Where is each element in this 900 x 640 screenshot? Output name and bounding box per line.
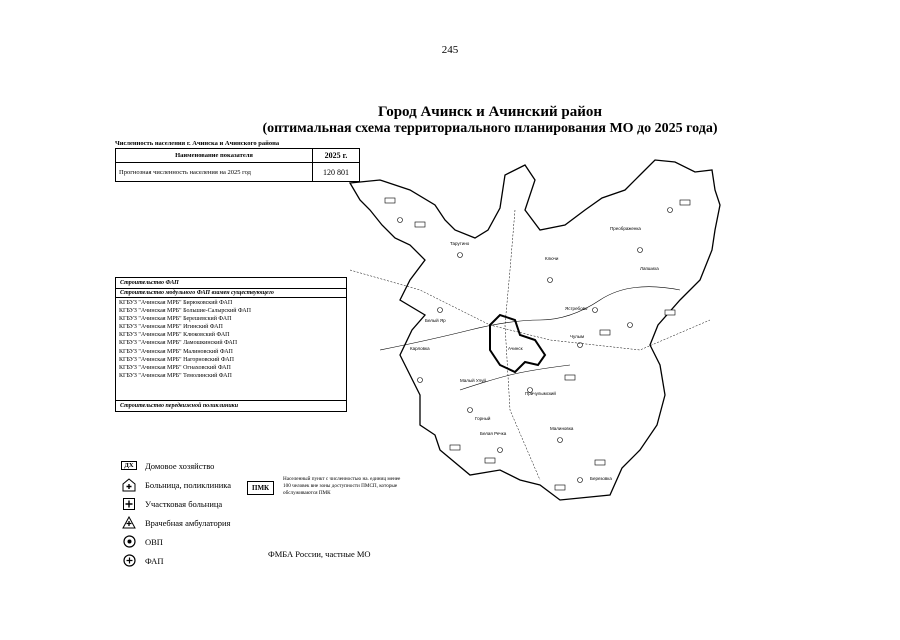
fap-list-item: КГБУЗ "Ачинская МРБ" Игинский ФАП: [119, 324, 223, 331]
map-label: Чулым: [570, 334, 585, 339]
fmba-label: ФМБА России, частные МО: [268, 549, 371, 559]
map-label: Белая Речка: [480, 431, 507, 436]
map-label: Ачинск: [508, 346, 523, 351]
legend-row-dx: [118, 456, 231, 475]
population-caption: Численность населения г. Ачинска и Ачинского района: [115, 140, 280, 147]
fap-icon: [118, 554, 140, 567]
map-label: Горный: [475, 416, 491, 421]
fap-construction-box: [115, 277, 347, 412]
map-subtitle: (оптимальная схема территориального планирования МО до 2025 года): [262, 121, 718, 136]
legend-row-ambulatory: [118, 513, 231, 532]
map-label: Лапшиха: [640, 266, 659, 271]
population-row-label: Прогнозная численность населения на 2025 год: [116, 163, 313, 182]
fap-box-footer: Строительство передвижной поликлиники: [116, 400, 346, 411]
ovp-icon: [118, 535, 140, 548]
fap-list-item: КГБУЗ "Ачинская МРБ" Огнаховский ФАП: [119, 364, 231, 371]
legend: [118, 456, 231, 570]
map-label: Малый Улуй: [460, 378, 486, 383]
district-hospital-icon: [118, 498, 140, 510]
map-label: Белый Яр: [425, 318, 446, 323]
fap-box-header: Строительство ФАП: [116, 278, 346, 289]
legend-row-district-hospital: [118, 494, 231, 513]
household-icon: [118, 461, 140, 470]
legend-label: Врачебная амбулатория: [145, 517, 231, 528]
population-table: [115, 148, 360, 182]
fap-list-item: КГБУЗ "Ачинская МРБ" Большие-Салырский ФАП: [119, 308, 251, 315]
fap-box-subheader: Строительство модульного ФАП взамен существующего: [116, 289, 346, 298]
inner-boundary: [490, 315, 545, 372]
fap-list-item: КГБУЗ "Ачинская МРБ" Ламошкинский ФАП: [119, 340, 238, 347]
fap-list-item: КГБУЗ "Ачинская МРБ" Малиновский ФАП: [119, 348, 233, 355]
legend-row-hospital: [118, 475, 231, 494]
dx-symbol: ДХ: [121, 461, 136, 470]
legend-label: Больница, поликлиника: [145, 479, 232, 490]
fap-list: [116, 298, 346, 381]
map-label: Причулымский: [525, 391, 556, 396]
legend-row-fap: [118, 551, 231, 570]
map-label: Малиновка: [550, 426, 574, 431]
legend-label: Домовое хозяйство: [145, 460, 215, 471]
map-label: Ключи: [545, 256, 559, 261]
map-label: Тарутино: [450, 241, 470, 246]
district-map: [340, 150, 780, 510]
map-label: Березовка: [590, 476, 612, 481]
map-title: Город Ачинск и Ачинский район: [377, 104, 603, 120]
population-header-year: 2025 г.: [313, 149, 360, 163]
legend-label: Участковая больница: [145, 498, 223, 509]
pmk-note: Населенный пункт с численностью на. единиц менее 100 человек вне зоны доступности ПМСП, которые обслуживаются ПМК: [283, 476, 401, 496]
hospital-icon: [118, 478, 140, 492]
fap-list-item: КГБУЗ "Ачинская МРБ" Берешевский ФАП: [119, 316, 232, 323]
road: [505, 210, 540, 480]
population-block: [115, 140, 360, 182]
map-label: Преображенка: [610, 226, 641, 231]
legend-label: ОВП: [145, 536, 163, 547]
map-label: Карловка: [410, 346, 430, 351]
pmk-symbol: ПМК: [247, 481, 274, 495]
fap-list-item: КГБУЗ "Ачинская МРБ" Нагорновский ФАП: [119, 356, 234, 363]
map-label: Ястребово: [565, 306, 588, 311]
fap-list-item: КГБУЗ "Ачинская МРБ" Клюковский ФАП: [119, 332, 230, 339]
fap-marker: [398, 208, 673, 483]
population-header-name: Наименование показателя: [116, 149, 313, 163]
population-row-value: 120 801: [313, 163, 360, 182]
page-number: 245: [441, 44, 459, 56]
ambulatory-icon: [118, 516, 140, 529]
fap-list-item: КГБУЗ "Ачинская МРБ" Темолинский ФАП: [119, 372, 232, 379]
legend-row-ovp: [118, 532, 231, 551]
legend-label: ФАП: [145, 555, 164, 566]
district-boundary: [350, 160, 720, 500]
fap-list-item: КГБУЗ "Ачинская МРБ" Бирюковский ФАП: [119, 300, 233, 306]
